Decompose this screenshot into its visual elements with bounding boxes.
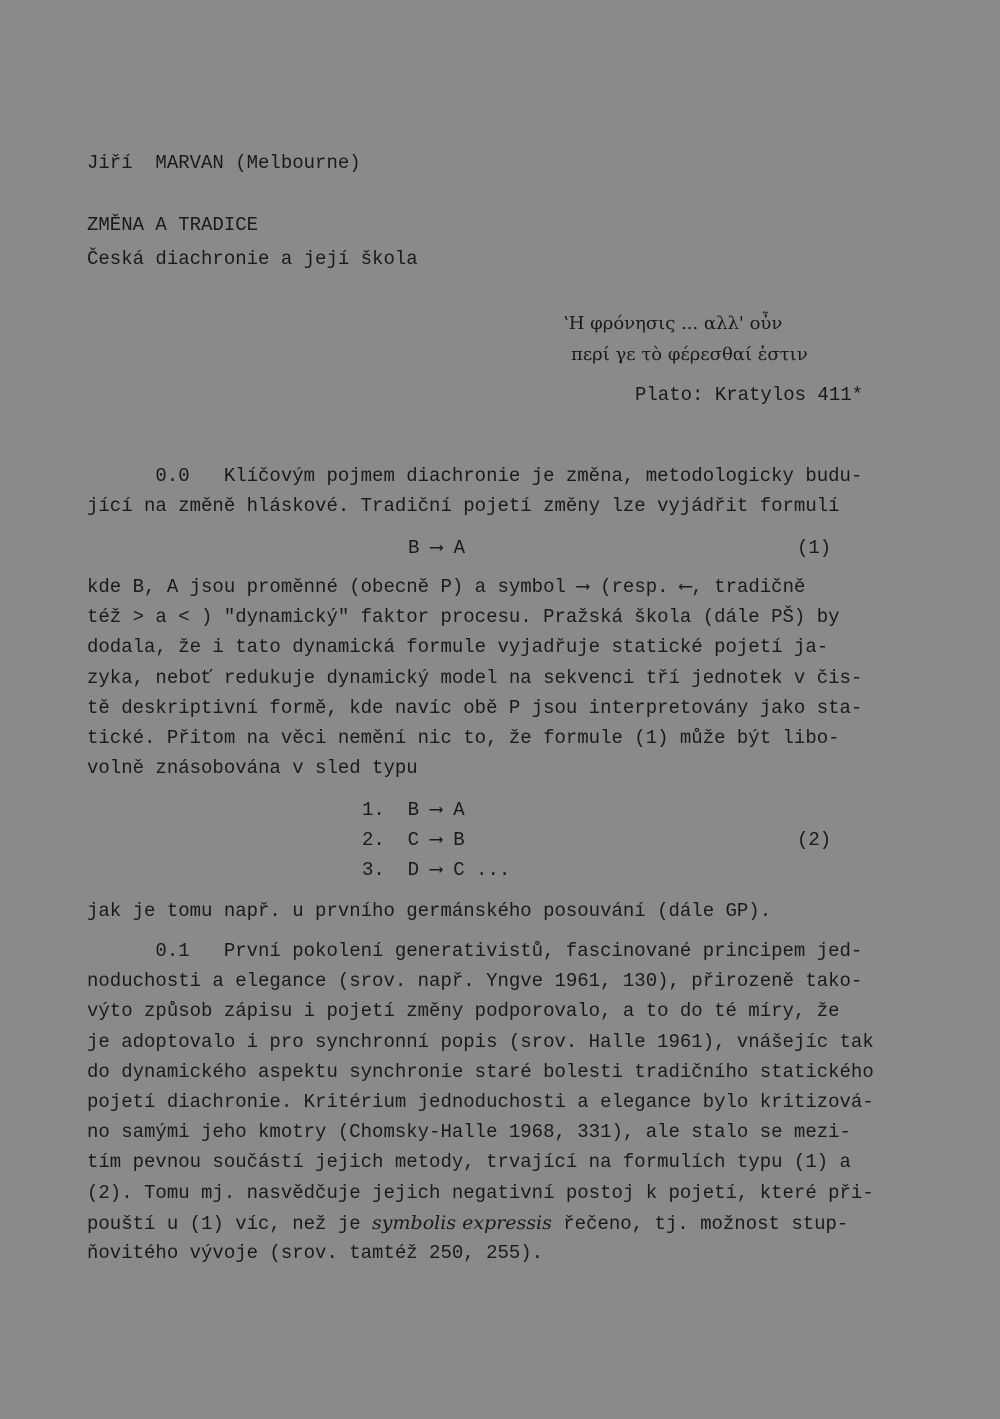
text-line: tím pevnou součástí jejich metody, trvající na formulích typu (1) a (87, 1151, 851, 1174)
text-line: jak je tomu např. u prvního germánského posouvání (dále GP). (87, 900, 772, 922)
text-line: tě deskriptivní formě, kde navíc obě P jsou interpretovány jako sta- (87, 696, 863, 719)
article-title: ZMĚNA A TRADICE (87, 214, 259, 236)
epigraph-line-1: ʽΗ φρόνησις ... αλλ' οὖν (563, 313, 783, 334)
text-segment: řečeno, tj. možnost stup- (551, 1212, 849, 1235)
italic-phrase: symbolis expressis (372, 1211, 552, 1234)
formula-2-number: (2) (797, 829, 832, 851)
text-segment: pouští u (1) víc, než je (87, 1212, 373, 1235)
text-line: do dynamického aspektu synchronie staré bolesti tradičního statického (87, 1060, 874, 1083)
author-line: Jiří MARVAN (Melbourne) (87, 152, 361, 174)
text-line: 0.1 První pokolení generativistů, fascinované principem jed- (87, 940, 863, 962)
text-line: ňovitého vývoje (srov. tamtéž 250, 255). (87, 1241, 544, 1264)
text-line: dodala, že i tato dynamická formule vyjadřuje statické pojetí ja- (87, 636, 829, 659)
formula-2-row-2: 2. C ⟶ B (362, 829, 465, 851)
text-line: výto způsob zápisu i pojetí změny podporovalo, a to do té míry, že (87, 1000, 840, 1023)
epigraph-line-2: περί γε τὸ φέρεσθαί ἐστιν (571, 344, 808, 365)
paragraph-0-0-continued (87, 572, 917, 783)
formula-1-number: (1) (797, 537, 832, 559)
text-line: volně znásobována v sled typu (87, 757, 418, 780)
text-line: (2). Tomu mj. nasvědčuje jejich negativní postoj k pojetí, které při- (87, 1181, 874, 1204)
text-line: kde B, A jsou proměnné (obecně P) a symbol ⟶ (resp. ⟵, tradičně (87, 576, 806, 598)
text-line-mixed (87, 1208, 917, 1238)
text-line: je adoptovalo i pro synchronní popis (srov. Halle 1961), vnášejíc tak (87, 1030, 874, 1053)
paragraph-0-0 (87, 461, 917, 521)
text-line: tické. Přitom na věci nemění nic to, že formule (1) může být libo- (87, 726, 840, 749)
text-line: 0.0 Klíčovým pojmem diachronie je změna, metodologicky budu- (87, 465, 863, 487)
text-line: jící na změně hláskové. Tradiční pojetí změny lze vyjádřit formulí (87, 495, 840, 518)
paragraph-0-0-end (87, 896, 917, 926)
article-subtitle: Česká diachronie a její škola (87, 248, 418, 270)
text-line: pojetí diachronie. Kritérium jednoduchosti a elegance bylo kritizová- (87, 1090, 874, 1113)
epigraph-source: Plato: Kratylos 411* (635, 384, 864, 406)
formula-1: B ⟶ A (408, 537, 466, 559)
paragraph-0-1 (87, 936, 917, 1268)
formula-2-row-3: 3. D ⟶ C ... (362, 859, 511, 881)
text-line: no samými jeho kmotry (Chomsky-Halle 1968, 331), ale stalo se mezi- (87, 1121, 851, 1144)
text-line: noduchosti a elegance (srov. např. Yngve 1961, 130), přirozeně tako- (87, 970, 863, 993)
text-line: zyka, neboť redukuje dynamický model na sekvenci tří jednotek v čis- (87, 666, 863, 689)
formula-2-row-1: 1. B ⟶ A (362, 799, 465, 821)
text-line: též > a < ) "dynamický" faktor procesu. Pražská škola (dále PŠ) by (87, 606, 840, 629)
